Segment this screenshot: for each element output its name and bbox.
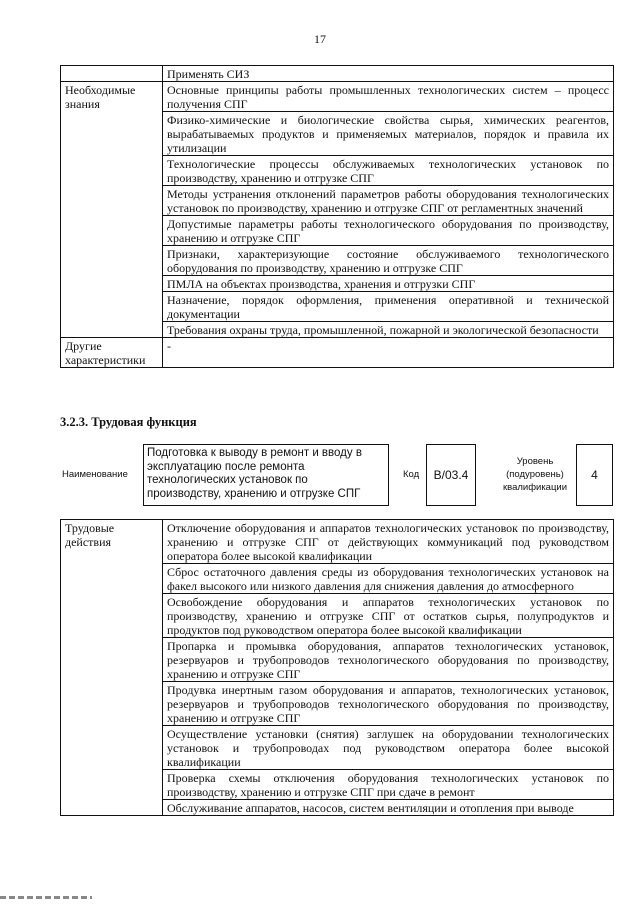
action-item: Пропарка и промывка оборудования, аппаратов технологических установок, резервуаров и трубопроводов технологического оборудования по производству, хранению и отгрузке СПГ: [163, 638, 614, 682]
action-item: Осуществление установки (снятия) заглушек на оборудовании технологических установок и трубопроводах под руководством оператора более высокой квалификации: [163, 726, 614, 770]
name-label: Наименование: [62, 469, 128, 480]
knowledge-item: Допустимые параметры работы технологического оборудования по производству, хранению и отгрузке СПГ: [163, 216, 614, 246]
knowledge-label: Необходимые знания: [61, 82, 163, 338]
knowledge-table: [60, 65, 614, 368]
knowledge-item: Технологические процессы обслуживаемых технологических установок по производству, хранению и отгрузке СПГ: [163, 156, 614, 186]
knowledge-item: Физико-химические и биологические свойства сырья, химических реагентов, вырабатываемых продуктов и применяемых материалов, порядок и правила их утилизации: [163, 112, 614, 156]
table-row: [61, 338, 614, 368]
knowledge-item: Методы устранения отклонений параметров работы оборудования технологических установок по производству, хранению и отгрузке СПГ от регламентных значений: [163, 186, 614, 216]
skill-cell: Применять СИЗ: [163, 66, 614, 82]
action-item: Продувка инертным газом оборудования и аппаратов, технологических установок, резервуаров и трубопроводов технологического оборудования по производству, хранению и отгрузке СПГ: [163, 682, 614, 726]
level-box: 4: [576, 444, 613, 506]
table-row: [61, 82, 614, 112]
action-item: Проверка схемы отключения оборудования технологических установок по производству, хранению и отгрузке СПГ при сдаче в ремонт: [163, 770, 614, 800]
knowledge-item: Основные принципы работы промышленных технологических систем – процесс получения СПГ: [163, 82, 614, 112]
action-item: Освобождение оборудования и аппаратов технологических установок по производству, хранению и отгрузке СПГ от остатков сырья, полупродуктов и продуктов под руководством оператора более высокой квалификации: [163, 594, 614, 638]
knowledge-item: ПМЛА на объектах производства, хранения и отгрузки СПГ: [163, 276, 614, 292]
actions-label: Трудовые действия: [61, 520, 163, 816]
code-label: Код: [403, 469, 420, 480]
table-row: [61, 66, 614, 82]
action-item: Обслуживание аппаратов, насосов, систем вентиляции и отопления при выводе: [163, 800, 614, 816]
table-row: [61, 520, 614, 564]
level-label: Уровень (подуровень) квалификации: [502, 456, 568, 493]
action-item: Сброс остаточного давления среды из оборудования технологических установок на факел высокого или низкого давления для снижения давления до атмосферного: [163, 564, 614, 594]
function-name-box: Подготовка к выводу в ремонт и вводу в эксплуатацию после ремонта технологических установок по производству, хранению и отгрузке СПГ: [143, 444, 389, 506]
scan-artifact: [0, 896, 92, 899]
actions-table: [60, 519, 614, 816]
empty-label-cell: [61, 66, 163, 82]
section-title: 3.2.3. Трудовая функция: [60, 415, 197, 429]
function-code-box: B/03.4: [426, 444, 476, 506]
other-characteristics-value: -: [163, 338, 614, 368]
action-item: Отключение оборудования и аппаратов технологических установок по производству, хранению и отгрузке СПГ от действующих коммуникаций под руководством оператора более высокой квалификации: [163, 520, 614, 564]
other-characteristics-label: Другие характеристики: [61, 338, 163, 368]
knowledge-item: Признаки, характеризующие состояние обслуживаемого технологического оборудования по производству, хранению и отгрузке СПГ: [163, 246, 614, 276]
page-number: 17: [314, 32, 326, 46]
knowledge-item: Назначение, порядок оформления, применения оперативной и технической документации: [163, 292, 614, 322]
knowledge-item: Требования охраны труда, промышленной, пожарной и экологической безопасности: [163, 322, 614, 338]
